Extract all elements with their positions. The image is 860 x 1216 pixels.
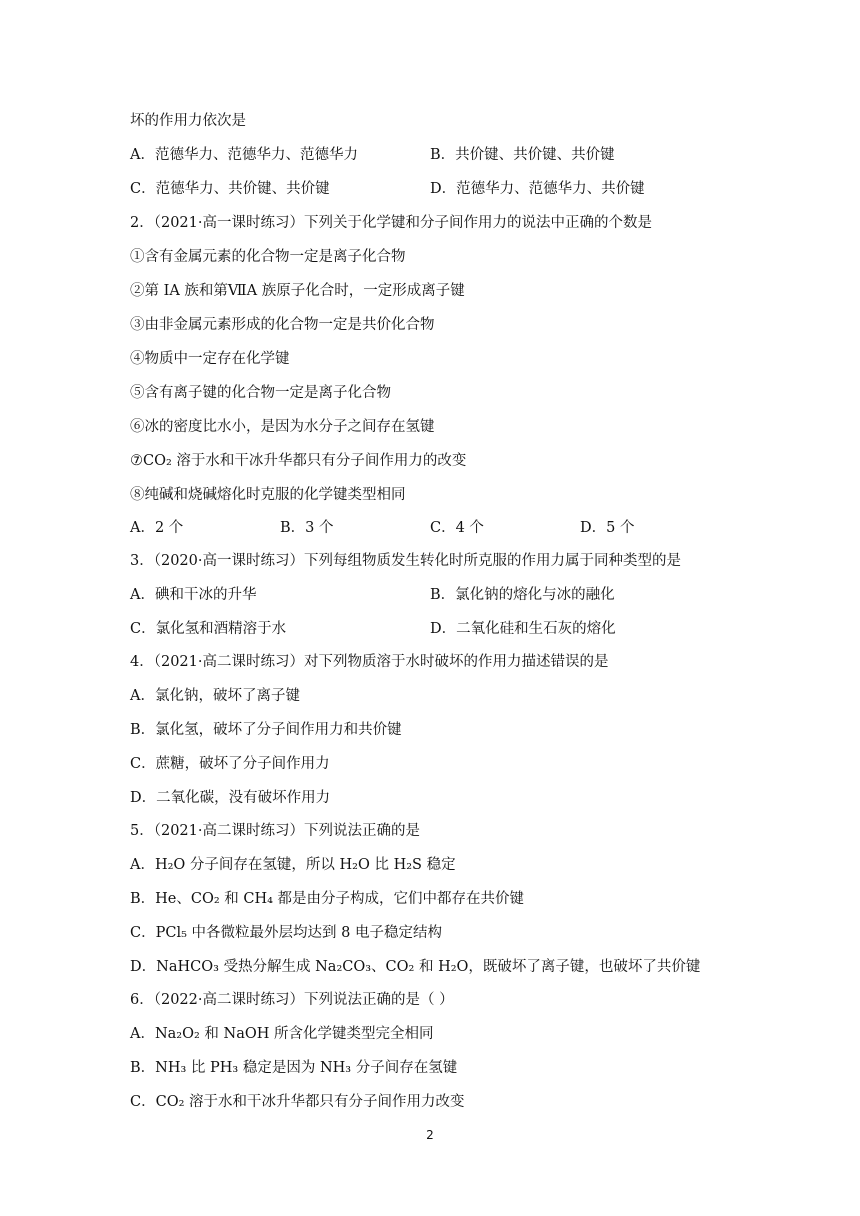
q4-option-b: B．氯化氢，破坏了分子间作用力和共价键	[130, 722, 402, 738]
q4-option-a: A．氯化钠，破坏了离子键	[130, 688, 300, 704]
q6-option-b: B．NH₃ 比 PH₃ 稳定是因为 NH₃ 分子间存在氢键	[130, 1060, 458, 1076]
q2-statement-2: ②第 IA 族和第ⅦA 族原子化合时，一定形成离子键	[130, 283, 465, 299]
q6-option-a: A．Na₂O₂ 和 NaOH 所含化学键类型完全相同	[130, 1026, 434, 1042]
q5-option-d: D．NaHCO₃ 受热分解生成 Na₂CO₃、CO₂ 和 H₂O，既破坏了离子键，也破坏了共价键	[130, 959, 701, 975]
q3-option-b: B．氯化钠的熔化与冰的融化	[430, 587, 615, 603]
q2-option-d: D．5 个	[580, 520, 635, 536]
q2-statement-1: ①含有金属元素的化合物一定是离子化合物	[130, 249, 406, 265]
question-6-stem: 6．（2022·高二课时练习）下列说法正确的是（ ）	[130, 992, 454, 1008]
q5-option-b: B．He、CO₂ 和 CH₄ 都是由分子构成，它们中都存在共价键	[130, 891, 525, 907]
q2-statement-7: ⑦CO₂ 溶于水和干冰升华都只有分子间作用力的改变	[130, 453, 467, 469]
q2-statement-8: ⑧纯碱和烧碱熔化时克服的化学键类型相同	[130, 487, 406, 503]
q1-option-c: C．范德华力、共价键、共价键	[130, 181, 330, 197]
q5-option-a: A．H₂O 分子间存在氢键，所以 H₂O 比 H₂S 稳定	[130, 857, 456, 873]
q3-option-c: C．氯化氢和酒精溶于水	[130, 621, 287, 637]
q6-option-c: C．CO₂ 溶于水和干冰升华都只有分子间作用力改变	[130, 1094, 465, 1110]
q2-option-c: C．4 个	[430, 520, 484, 536]
q2-statement-3: ③由非金属元素形成的化合物一定是共价化合物	[130, 317, 435, 333]
q3-option-a: A．碘和干冰的升华	[130, 587, 257, 603]
page-number: 2	[426, 1128, 434, 1142]
q3-option-d: D．二氧化硅和生石灰的熔化	[430, 621, 616, 637]
q2-option-a: A．2 个	[130, 520, 184, 536]
question-4-stem: 4．（2021·高二课时练习）对下列物质溶于水时破坏的作用力描述错误的是	[130, 654, 609, 670]
q2-statement-5: ⑤含有离子键的化合物一定是离子化合物	[130, 385, 391, 401]
q1-option-a: A．范德华力、范德华力、范德华力	[130, 147, 358, 163]
q5-option-c: C．PCl₅ 中各微粒最外层均达到 8 电子稳定结构	[130, 925, 442, 941]
q2-statement-4: ④物质中一定存在化学键	[130, 351, 290, 367]
q2-statement-6: ⑥冰的密度比水小，是因为水分子之间存在氢键	[130, 419, 435, 435]
question-1-stem-tail: 坏的作用力依次是	[130, 113, 246, 129]
question-5-stem: 5．（2021·高二课时练习）下列说法正确的是	[130, 823, 420, 839]
q1-option-b: B．共价键、共价键、共价键	[430, 147, 615, 163]
q4-option-c: C．蔗糖，破坏了分子间作用力	[130, 756, 330, 772]
q2-option-b: B．3 个	[280, 520, 334, 536]
question-3-stem: 3．（2020·高一课时练习）下列每组物质发生转化时所克服的作用力属于同种类型的是	[130, 553, 681, 569]
q1-option-d: D．范德华力、范德华力、共价键	[430, 181, 645, 197]
q4-option-d: D．二氧化碳，没有破坏作用力	[130, 790, 331, 806]
question-2-stem: 2．（2021·高一课时练习）下列关于化学键和分子间作用力的说法中正确的个数是	[130, 215, 652, 231]
